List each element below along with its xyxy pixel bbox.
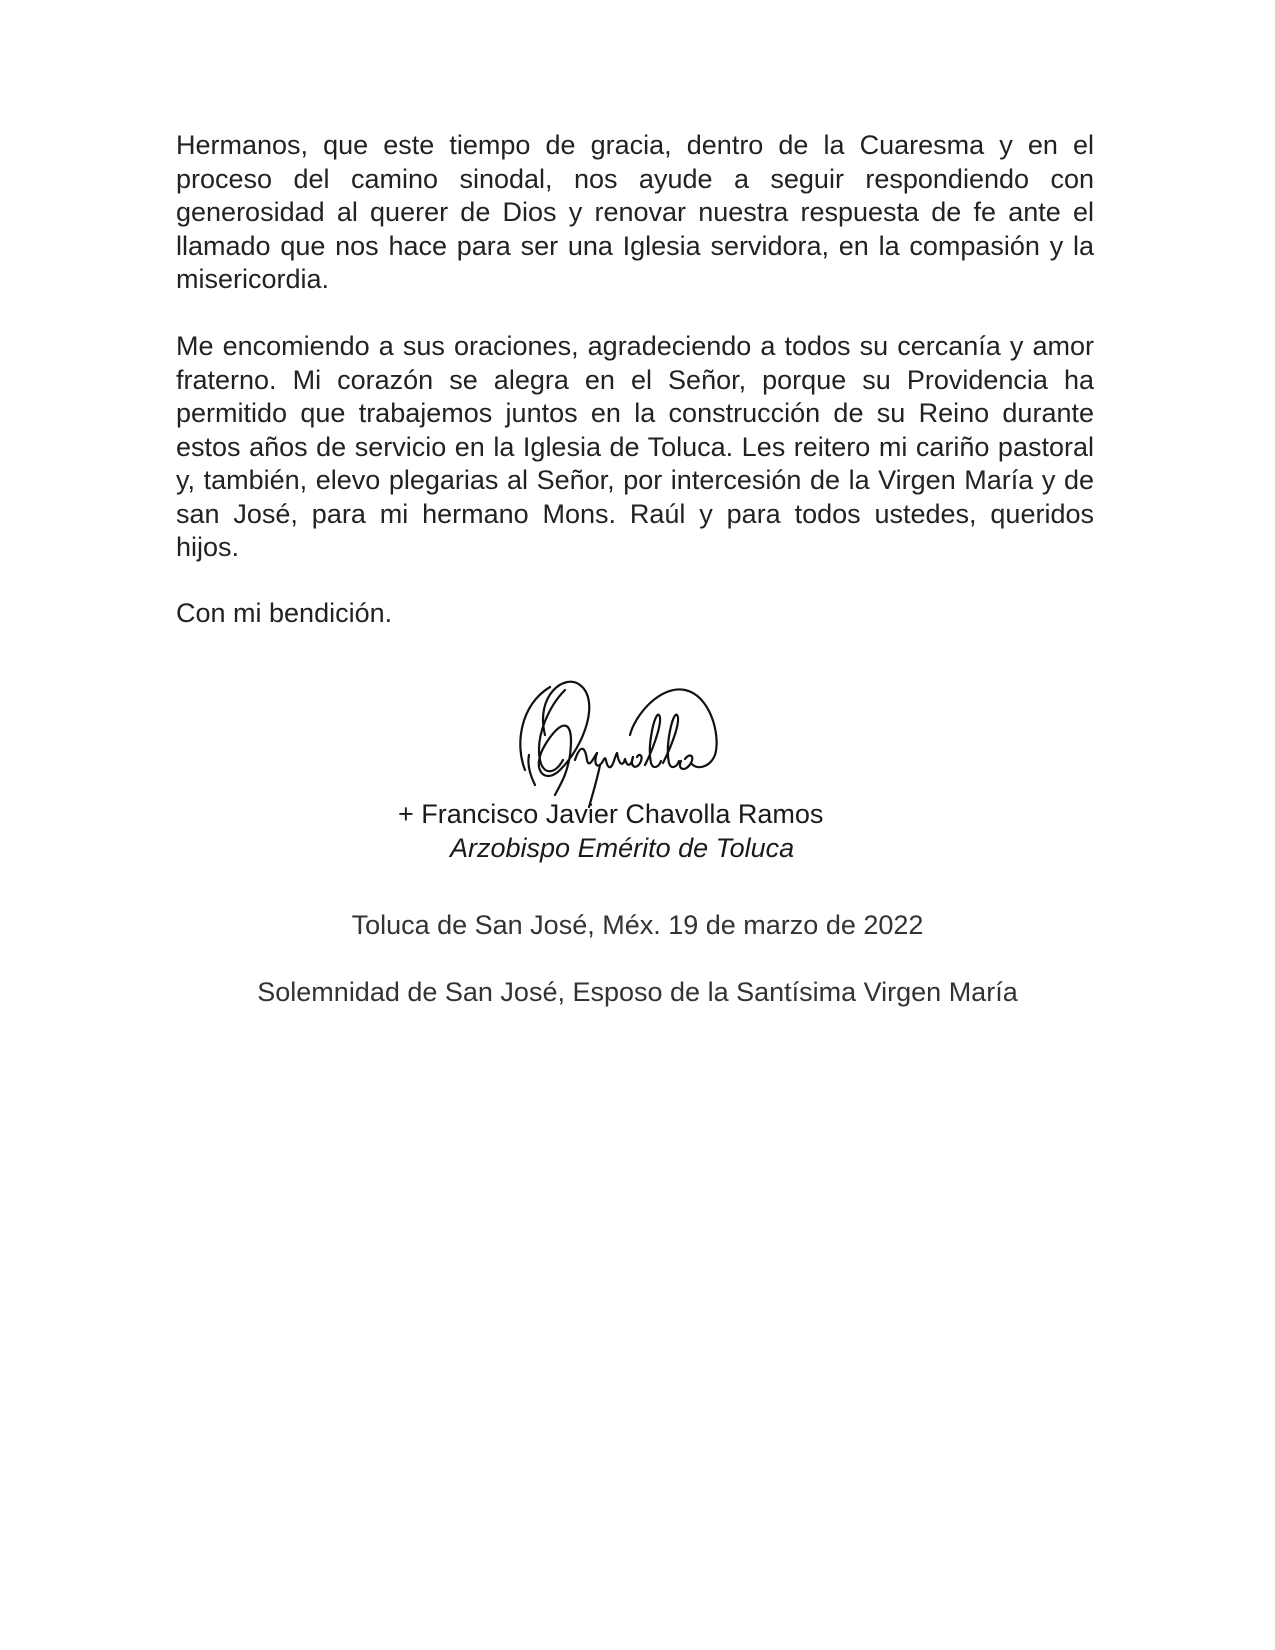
handwritten-signature	[505, 675, 765, 810]
paragraph-exhortation: Hermanos, que este tiempo de gracia, dentro de la Cuaresma y en el proceso del camino sinodal, nos ayude a seguir respondiendo con generosidad al querer de Dios y renovar nuestra respuesta de fe ante el llamado que nos hace para ser una Iglesia servidora, en la compasión y la misericordia.	[176, 130, 1094, 294]
paragraph-blessing: Con mi bendición.	[176, 598, 393, 628]
paragraph-gratitude: Me encomiendo a sus oraciones, agradeciendo a todos su cercanía y amor fraterno. Mi corazón se alegra en el Señor, porque su Providencia ha permitido que trabajemos juntos en la construcción de su Reino durante estos años de servicio en la Iglesia de Toluca. Les reitero mi cariño pastoral y, también, elevo plegarias al Señor, por intercesión de la Virgen María y de san José, para mi hermano Mons. Raúl y para todos ustedes, queridos hijos.	[176, 331, 1094, 562]
signer-title: Arzobispo Emérito de Toluca	[450, 833, 795, 863]
signer-name: + Francisco Javier Chavolla Ramos	[398, 799, 824, 829]
place-and-date: Toluca de San José, Méx. 19 de marzo de 2022	[351, 910, 924, 940]
solemnity-line: Solemnidad de San José, Esposo de la Santísima Virgen María	[257, 977, 1018, 1007]
